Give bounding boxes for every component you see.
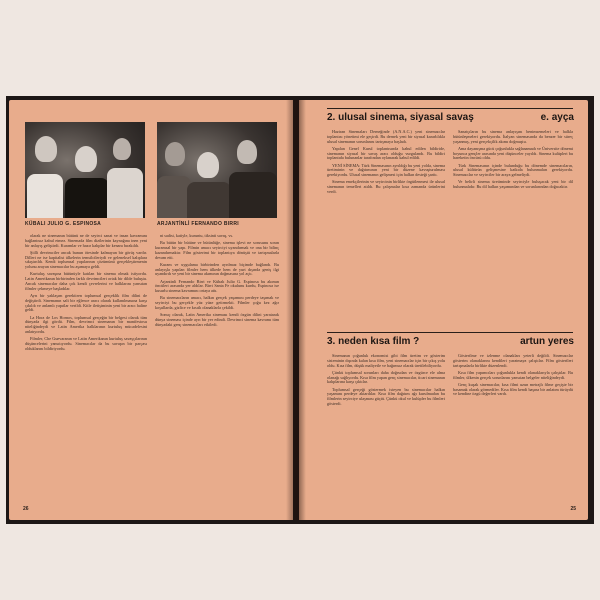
article2-author: artun yeres [520,336,574,347]
paragraph: Kuram ve uygulama birbirinden ayrılmaz biçimde bağlandı. Bu anlayışla yapılan filmler hem ülkede hem de yurt dışında geniş ilgi uyandırdı ve yeni bir sinema akımının doğmasına yol açtı. [155,261,279,277]
paragraph: Genç kuşak sinemacılar, kısa filmi uzun metrajlı filme geçişte bir basamak olarak görmediler. Kısa film kendi başına bir anlatım türüydü ve kendine özgü değerleri vardı. [453,381,573,397]
article2-title [327,336,419,347]
paragraph: Sonuç olarak, Latin Amerika sineması kendi özgün dilini yaratarak dünya sineması içinde ayrı bir yer edindi. Devrimci sinema kavramı tüm dünyadaki genç sinemacıları etkiledi. [155,312,279,327]
paragraph: Kurtuluş savaşına bütünüyle katılan bir sinema olmak istiyordu. Latin Amerikanın birbirinden farklı devrimcileri ortak bir dilde buluştu. Ancak sinemacılar daha çok kendi çevrelerini ve halklarını yansıtan filmler çekmeye başladılar. [25,271,147,291]
paragraph: Sanatçıların bu sinema anlayışını benimsemeleri ve halkla bütünleşmeleri gerekiyordu. İtalyan sinemasında da benzer bir süreç yaşanmış, yeni gerçekçilik akımı doğmuştu. [453,129,573,144]
left-page [9,100,293,520]
paragraph: Sinema emekçilerinin ve seyircinin birlikte örgütlenmesi ile ulusal sinemanın temelleri atıldı. Bu çalışmalar kısa zamanda ürünlerini verdi. [327,179,445,194]
article2-column-1 [327,354,445,409]
left-page-column-1 [25,234,147,354]
right-page [299,100,588,520]
photo-fernando-birri [157,122,277,218]
photo-julio-espinosa [25,122,145,218]
page-number-right: 25 [570,506,576,512]
article1-number: 2. [327,112,336,123]
paragraph: Çünkü toplumsal sorunları daha doğrudan ve özgürce ele alma olanağı sağlıyordu. Kısa film yapan genç sinemacılar, ticari sinemanın kalıplarına karşı çıktılar. [327,369,445,385]
paragraph: Filmler, Che Guevaranın ve Latin Amerikanın kurtuluş savaşçılarının düşüncelerini yansıtıyordu. Sinemacılar da bu savaşın bir parçası olduklarını bildiriyordu. [25,336,147,351]
paragraph: Şiilli devrimciler ancak bunun ötesinde kalmayan bir görüş vardır. Dilleri ne ise kapitalist ülkelerin temsilcileriydi ve geleneksel kalıplara sıkıştırıldı. Kendi toplumsal yapılarının çözümünü gerçekleştirmenin yolunu arayan sinemacılar bu aşamaya geldi. [25,249,147,270]
article1-column-1 [327,130,445,197]
left-page-column-2 [155,234,279,330]
paragraph: olarak ne sinemanın bütünü ne de seyirci sanat ve insan kavramını bağlantısız kabul etmez. Sinemada film dizilerinin kaynağına inen yeni bir anlayış geliştirdi. Kuramlar ve hazır kalıplar bir kenara bırakıldı. [25,233,147,248]
book-gutter-shadow [286,100,306,520]
paragraph: Ama dayanışma gücü çoğunlukla sağlanamadı ve Üniversite dönemi boyunca gençler arasında yeni düşünceler yayıldı. Sinema kulüpleri bu hareketin öncüsü oldu. [453,145,574,161]
paragraph: La Hora de Los Hornos, toplumsal gerçeğin bir belgesi olarak tüm dünyada ilgi gördü. Film, devrimci sinemanın bir manifestosu niteliğindeydi ve Latin Amerika halklarının kurtuluş mücadelesini anlatıyordu. [25,314,147,334]
article1-title-text: ulusal sinema, siyasal savaş [338,112,474,123]
paragraph: Bu bütün bir bütüne ve bütünlüğe, sinema işlevi ne sorusunu soran kuramsal bir yapı. Filmin amacı seyirciyi uyandırmak ve ona bir bilinç kazandırmaktır. Film gösterimi bir toplantıya dönüştü ve tartışmalarla devam etti. [155,240,279,260]
article2-column-2 [453,354,573,400]
photo-caption-birri: ARJANTİNLİ FERNANDO BIRRI [157,221,239,227]
article1-author: e. ayça [540,112,574,123]
article1-column-2 [453,130,573,192]
paragraph: YENİ SİNEMA: Türk Sinemasının ayrıldığı bu yeni yolda, sinema üretiminin ve dağıtımının yeni bir düzene kavuşturulması gerekiyordu. Ulusal sinemanın gelişmesi için halkın desteği şarttı. [327,162,445,178]
paragraph: Arjantinli Fernando Birri ve Kübalı Julio G. Espinosa bu akımın öncüleri arasında yer aldılar. Birri Santa Fe okulunu kurdu, Espinosa ise kusurlu sinema kavramını ortaya attı. [155,278,279,294]
paragraph: Türk Sinemasının içinde bulunduğu bu dönemde sinemacıların, ulusal kültürün gelişmesine katkıda bulunmaları gerekiyordu. Sinemacılar ve seyirciler bir araya gelmeliydi. [453,162,573,178]
article2-title-text: neden kısa film ? [338,336,420,347]
paragraph: Bu sinemacıların amacı, halkın gerçek yaşamını perdeye taşımak ve seyirciyi bu gerçekle yüz yüze getirmekti. Filmler çoğu kez ağır koşullarda, gizlice ve kısıtlı olanaklarla çekildi. [155,295,279,310]
page-number-left: 26 [23,506,29,512]
article2-number: 3. [327,336,336,347]
paragraph: Ve belirli sinema üretiminde seyirciyle buluşacak yeni bir dil bulunmalıdır. Bu dil halkın yaşamından ve sorunlarından doğacaktır. [453,179,573,190]
paragraph: Ayrı bir yaklaşım gerektiren toplumsal gerçeklik film dilini de değiştirdi. Sinemanın salt bir eğlence aracı olarak kullanılmasına karşı çıkıldı ve anlamlı yapıtlar verildi. Kitle iletişiminin yeni bir aracı haline geldi. [25,292,147,313]
paragraph: Gösterilme ve izlenme olanakları yeterli değildi. Sinemacılar gösterim olanaklarını kendileri yaratmaya çalıştılar. Film gösterileri tartışmalarla birlikte düzenlendi. [453,353,573,368]
paragraph: Yapılan Genel Kurul toplantısında kabul edilen bildiride, sinemanın siyasal bir savaş aracı olduğu vurgulandı. Bu bildiri toplantıda bulunanlar tarafından oylanarak kabul edildi. [327,145,445,161]
article1-title [327,112,474,123]
paragraph: ni sadist, katiyle, kuruntu, tiksinti savaş, vs. [160,233,234,238]
article2-top-rule [327,332,573,333]
article1-top-rule [327,108,573,109]
paragraph: Kısa film yapımcıları çoğunlukla kendi olanaklarıyla çalıştılar. Bu filmler, ülkenin gerçek sorunlarını yansıtan belgeler niteliğindeydi. [453,369,573,380]
photo-caption-espinosa: KÜBALI JULIO G. ESPINOSA [25,221,102,227]
paragraph: Sinemanın çoğunluk ekonomisi gibi film üretim ve gösterim sisteminin dışında kalan kısa film, yeni sinemacılar için bir çıkış yolu oldu. Kısa film, düşük maliyetle ve bağımsız olarak üretilebiliyordu. [327,353,445,368]
paragraph: Haziran Sinemaları Derneğinde (A.N.A.C.) yeni sinemacılar toplantısı yönetimi ele geçirdi. Bu dernek yeni bir siyasal kararlılıkla ulusal sinemanın sorunlarını tartışmaya başladı. [327,129,445,144]
paragraph: Toplumsal gerçeği göstermek isteyen bu sinemacılar halkın yaşamını perdeye aktardılar. Kısa film dağıtım ağı kurulmadan bu filmlerin seyirciye ulaşması güçtü. Çünkü okul ve kulüpler bu filmleri gösterdi. [327,386,445,406]
